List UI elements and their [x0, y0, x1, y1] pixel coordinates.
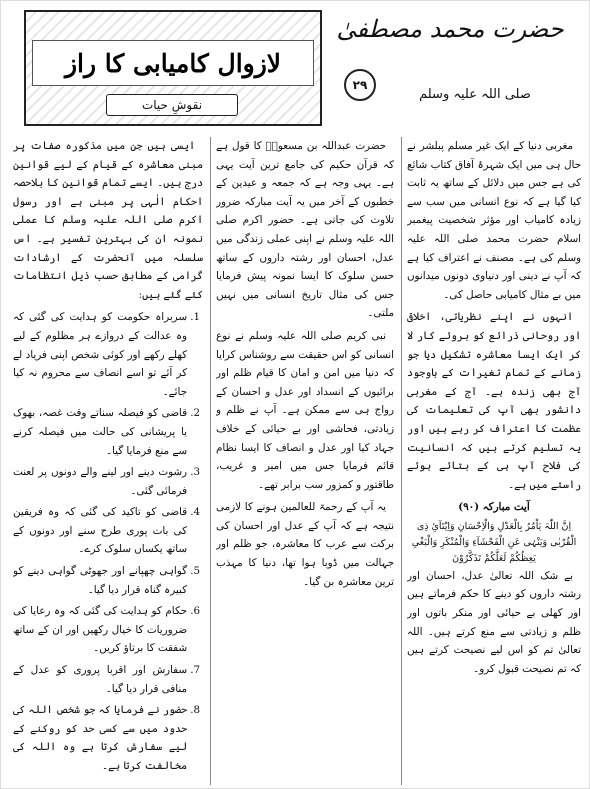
honorific: صلی اللہ علیہ وسلم: [419, 87, 531, 102]
paragraph: حضرت عبداللہ بن مسعودؓ کا قول ہے کہ قرآن حکیم کی جامع ترین آیت یہی ہے۔ یہی وجہ ہے کہ جمعہ و عیدین کے خطبوں کے آخر میں یہ آیت مبارکہ ضرور تلاوت کی جاتی ہے۔ حضور اکرم صلی اللہ علیہ وسلم نے اپنی عملی زندگی میں عدل، احسان اور رشتہ داروں کے ساتھ حسن سلوک کا ایسا نمونہ پیش فرمایا جس کی مثال تاریخ انسانی میں نہیں ملتی۔: [216, 140, 394, 320]
issue-badge: ۲۹: [344, 69, 376, 101]
list-item: 4. قاضی کو تاکید کی گئی کہ وہ فریقین کی بات پوری طرح سنے اور دونوں کے ساتھ یکساں سلوک کرے۔: [13, 503, 187, 559]
paragraph: ایسی ہیں جن میں مذکورہ صفات پر مبنی معاشرہ کے قیام کے لیے قوانین درج ہیں۔ ایسے تمام قوانین کا بلاحصہ احکام الٰہی پر مبنی ہے اور رسول اکرم صلی اللہ علیہ وسلم کا عملی نمونہ ان کی بہترین تفسیر ہے۔ اس سلسلہ میں آنحضرت کے ارشادات گرامی کے مطابق حسب ذیل انتظامات کئے گئے ہیں:: [13, 140, 203, 301]
paragraph: یہ آپ کے رحمۃ للعالمین ہونے کا لازمی نتیجہ ہے کہ آپ کے عدل اور احسان کی برکت سے عرب کا معاشرہ، جو ظلم اور جہالت میں ڈوبا ہوا تھا، دنیا کا مہذب ترین معاشرہ بن گیا۔: [216, 501, 394, 588]
paragraph: انہوں نے اپنے نظریاتی، اخلاقی اور روحانی ذرائع کو بروئے کار لا کر ایک ایسا معاشرہ تشکیل دیا جو زمانے کے تمام تغیرات کے باوجود آج بھی زندہ ہے۔ آج کے مغربی دانشور بھی آپ کی تعلیمات کی عظمت کا اعتراف کر رہے ہیں اور یہ تسلیم کرتے ہیں کہ انسانیت کی فلاح آپ ہی کے بتائے ہوئے راستے میں ہے۔: [407, 311, 581, 491]
ayah-text: اِنَّ اللّٰہَ یَاْمُرُ بِالْعَدْلِ وَالْاِحْسَانِ وَاِیْتَآئِ ذِی الْقُرْبٰی وَیَنْہٰی عَنِ الْفَحْشَآءِ وَالْمُنْکَرِ وَالْبَغْیِ یَعِظُکُمْ لَعَلَّکُمْ تَذَکَّرُوْنَ: [411, 520, 577, 564]
column-right: [407, 137, 581, 785]
list-item: 8. حضور نے فرمایا کہ جو شخص اللہ کی حدود میں سے کسی حد کو روکنے کے لیے سفارش کرتا ہے وہ اللہ کی مخالفت کرتا ہے۔: [13, 701, 187, 775]
header-banner: [24, 10, 322, 126]
numbered-list: [13, 308, 203, 775]
list-item: 6. حکام کو ہدایت کی گئی کہ وہ رعایا کی ضروریات کا خیال رکھیں اور ان کے ساتھ شفقت کا برتاؤ کریں۔: [13, 602, 187, 658]
list-item: 1. سربراہ حکومت کو ہدایت کی گئی کہ وہ عدالت کے دروازے ہر مظلوم کے لیے کھلے رکھے اور کوئی شخص اپنی فریاد لے کر آئے تو اسے انصاف سے محروم نہ کیا جائے۔: [13, 308, 187, 401]
list-item: 5. گواہی چھپانے اور جھوٹی گواہی دینے کو کبیرہ گناہ قرار دیا گیا۔: [13, 562, 187, 599]
column-divider: [210, 137, 211, 785]
list-item: 7. سفارش اور اقربا پروری کو عدل کے منافی قرار دیا گیا۔: [13, 661, 187, 698]
article-title: لازوال کامیابی کا راز: [32, 40, 314, 86]
column-left: [13, 137, 203, 785]
column-divider: [401, 137, 402, 785]
list-item: 2. قاضی کو فیصلہ سناتے وقت غصہ، بھوک یا پریشانی کی حالت میں فیصلہ کرنے سے منع فرمایا گیا۔: [13, 404, 187, 460]
list-item: 3. رشوت دینے اور لینے والے دونوں پر لعنت فرمائی گئی۔: [13, 463, 187, 500]
section-tag: نقوشِ حیات: [106, 94, 238, 116]
paragraph: نبی کریم صلی اللہ علیہ وسلم نے نوع انسانی کو اس حقیقت سے روشناس کرایا کہ دنیا میں امن و امان کا قیام ظلم اور برائیوں کے انسداد اور عدل و احسان کے رواج ہی سے ممکن ہے۔ آپ نے ظلم و زیادتی، فحاشی اور بے حیائی کے خلاف جہاد کیا اور عدل و انصاف کا ایسا نظام قائم فرمایا جس میں امیر و غریب، طاقتور و کمزور سب برابر تھے۔: [216, 329, 394, 491]
paragraph: بے شک اللہ تعالیٰ عدل، احسان اور رشتہ داروں کو دینے کا حکم فرماتے ہیں اور کھلی بے حیائی اور منکر باتوں اور ظلم و زیادتی سے منع کرتے ہیں۔ اللہ تعالیٰ تم کو اس لیے نصیحت کرتے ہیں کہ تم نصیحت قبول کرو۔: [407, 569, 581, 675]
paragraph: مغربی دنیا کے ایک غیر مسلم پبلشر نے حال ہی میں ایک شہرۂ آفاق کتاب شائع کی ہے جس میں دلائل کے ساتھ یہ ثابت کیا گیا ہے کہ نوع انسانی میں سب سے زیادہ کامیاب اور مؤثر شخصیت پیغمبر اسلام حضرت محمد صلی اللہ علیہ وسلم کی ہے۔ مصنف نے اعتراف کیا ہے کہ آپ نے دینی اور دنیاوی دونوں میدانوں میں بے مثال کامیابی حاصل کی۔: [407, 140, 581, 301]
column-middle: [216, 137, 394, 785]
ayah-heading: آیت مبارکہ (۹۰): [458, 501, 530, 514]
prophet-name: حضرت محمد مصطفیٰ: [336, 15, 564, 43]
